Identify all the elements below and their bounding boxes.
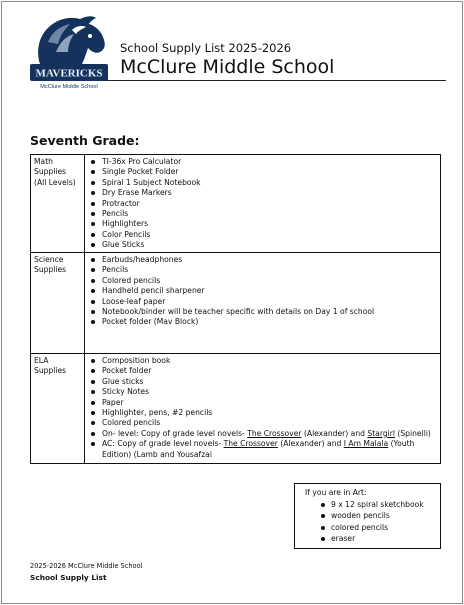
novel-text: (Alexander) and: [301, 428, 368, 438]
list-item: TI-36x Pro Calculator: [89, 157, 436, 167]
list-item: Colored pencils: [89, 418, 436, 428]
list-item: Spiral 1 Subject Notebook: [89, 178, 436, 188]
subject-cell: [31, 155, 85, 253]
list-item: colored pencils: [301, 522, 434, 533]
list-item: Single Pocket Folder: [89, 167, 436, 177]
subject-cell: [31, 354, 85, 464]
list-item: Protractor: [89, 199, 436, 209]
list-item: Glue sticks: [89, 377, 436, 387]
art-supplies-box: [294, 483, 441, 549]
items-cell: [85, 155, 441, 253]
list-item: Glue Sticks: [89, 240, 436, 250]
novel-text: (Youth Edition) (Lamb and Yousafzai: [102, 439, 415, 459]
art-supply-list: [301, 499, 434, 544]
list-item: Pencils: [89, 265, 436, 275]
novel-title: The Crossover: [247, 428, 302, 438]
grade-heading: Seventh Grade:: [30, 133, 140, 148]
supply-table: [30, 154, 441, 464]
novel-text: (Spinelli): [394, 428, 431, 438]
logo-wordmark: MAVERICKS: [35, 67, 103, 80]
list-subtitle: School Supply List 2025-2026: [120, 41, 292, 55]
list-item: Highlighters: [89, 219, 436, 229]
school-name-title: McClure Middle School: [120, 56, 335, 78]
footer-school-year: 2025-2026 McClure Middle School: [30, 562, 143, 570]
logo-subtext: McClure Middle School: [40, 84, 98, 90]
table-row-science: [31, 253, 441, 354]
list-item: Handheld pencil sharpener: [89, 286, 436, 296]
subject-label-math: Math Supplies (All Levels): [34, 157, 76, 187]
list-item: Earbuds/headphones: [89, 255, 436, 265]
novel-text: (Alexander) and: [277, 439, 344, 449]
list-item: Notebook/binder will be teacher specific with details on Day 1 of school: [89, 307, 436, 317]
footer-document-title: School Supply List: [30, 573, 107, 582]
subject-label-ela: ELA Supplies: [34, 356, 67, 376]
list-item: Color Pencils: [89, 230, 436, 240]
list-item: 9 x 12 spiral sketchbook: [301, 499, 434, 510]
list-item: Pencils: [89, 209, 436, 219]
science-supply-list: [89, 255, 436, 328]
list-item-novels-ac: [89, 439, 436, 460]
header-divider: [106, 80, 446, 81]
table-row-ela: [31, 354, 441, 464]
subject-label-science: Science Supplies: [34, 255, 67, 275]
list-item: Composition book: [89, 356, 436, 366]
math-supply-list: [89, 157, 436, 251]
novel-text: On- level: Copy of grade level novels-: [102, 428, 248, 438]
list-item-novels-on-level: [89, 429, 436, 439]
table-row-math: [31, 155, 441, 253]
list-item: Highlighter, pens, #2 pencils: [89, 408, 436, 418]
list-item: Paper: [89, 398, 436, 408]
list-item: Pocket folder (Mav Block): [89, 317, 436, 327]
novel-title: I Am Malala: [343, 439, 389, 449]
items-cell: [85, 253, 441, 354]
items-cell: [85, 354, 441, 464]
list-item: Pocket folder: [89, 366, 436, 376]
ela-supply-list: [89, 356, 436, 460]
list-item: Colored pencils: [89, 276, 436, 286]
list-item: wooden pencils: [301, 510, 434, 521]
list-item: eraser: [301, 533, 434, 544]
list-item: Loose-leaf paper: [89, 297, 436, 307]
list-item: Dry Erase Markers: [89, 188, 436, 198]
art-box-title: If you are in Art:: [305, 488, 367, 497]
novel-title: The Crossover: [223, 439, 278, 449]
novel-text: AC: Copy of grade level novels-: [102, 439, 224, 449]
mavericks-horse-logo: [26, 12, 112, 94]
subject-cell: [31, 253, 85, 354]
document-page: [1, 1, 463, 604]
novel-title: Stargirl: [367, 428, 395, 438]
list-item: Sticky Notes: [89, 387, 436, 397]
